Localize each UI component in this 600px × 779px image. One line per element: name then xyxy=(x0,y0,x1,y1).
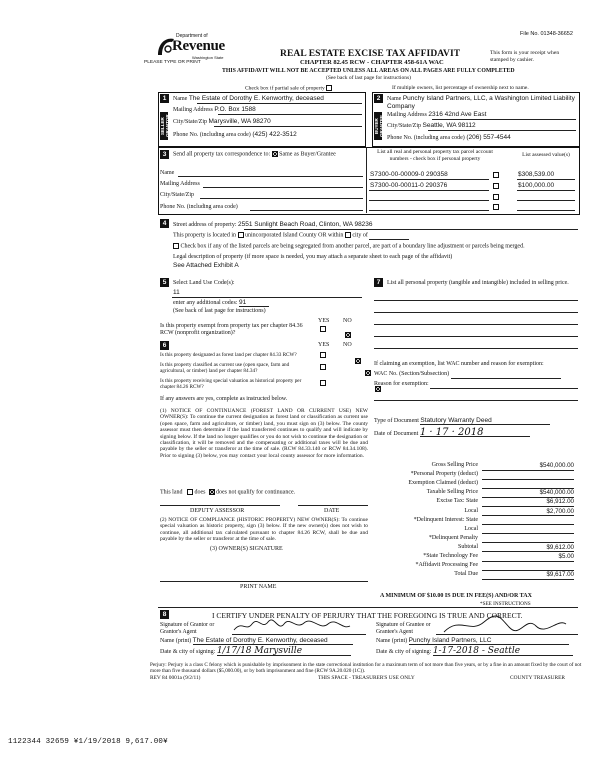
tax-row-label: *Personal Property (deduct) xyxy=(410,471,478,478)
grantee-date-row: Date & city of signing: 1-17-2018 - Seattle xyxy=(376,648,573,656)
personal-property-label: List all personal property (tangible and intangible) included in selling price. xyxy=(387,280,569,286)
parcel-2-value[interactable]: $100,000.00 xyxy=(518,182,555,189)
grantor-date-field[interactable]: 1/17/18 Marysville xyxy=(217,648,351,656)
dor-logo xyxy=(152,30,232,64)
exemption-claim-label: If claiming an exemption, list WAC number and reason for exemption: xyxy=(374,361,544,367)
cashier-stamp: 1122344 32659 ¥1/19/2018 9,617.00¥ xyxy=(8,738,168,746)
grantee-signature-icon xyxy=(440,614,570,636)
file-number: File No. 01348-36652 xyxy=(520,31,573,37)
tax-row-value[interactable] xyxy=(482,517,574,526)
current-use-question: Is this property classified as current use (open space, farm and agricultural, or timber) land per chapter 84.34? xyxy=(160,362,290,374)
tax-row-value[interactable] xyxy=(482,526,574,535)
seller-name-field[interactable]: The Estate of Dorothy E. Kenworthy, deceased xyxy=(188,95,324,102)
doc-type-field[interactable]: Statutory Warranty Deed xyxy=(420,417,550,425)
sec3-phone-label: Phone No. (including area code) xyxy=(160,204,238,210)
seller-phone-row: Phone No. (including area code) (425) 422-3512 xyxy=(173,131,297,138)
buyer-phone-row: Phone No. (including area code) (206) 557-4544 xyxy=(387,134,511,141)
historic-yes-checkbox[interactable] xyxy=(320,380,326,386)
print-name-line[interactable] xyxy=(160,581,368,582)
parcel-3-personal-checkbox[interactable] xyxy=(493,194,499,200)
tax-row-label: Excise Tax: State xyxy=(436,498,478,505)
tax-row-value[interactable]: $540,000.00 xyxy=(482,489,574,498)
exempt-yes-checkbox[interactable] xyxy=(320,326,326,332)
certify-statement: I CERTIFY UNDER PENALTY OF PERJURY THAT THE FOREGOING IS TRUE AND CORRECT. xyxy=(212,611,523,620)
segregated-row: Check box if any of the listed parcels are being segregated from another parcel, are part of a boundary line adjustment or parcels being merged. xyxy=(173,243,578,250)
tax-row-value[interactable]: $2,700.00 xyxy=(482,508,574,517)
wac-number-row: WAC No. (Section/Subsection) xyxy=(374,371,561,379)
legal-description-field[interactable]: See Attached Exhibit A xyxy=(173,262,239,269)
tax-row-value[interactable]: $9,617.00 xyxy=(482,571,574,580)
grantor-date-row: Date & city of signing: 1/17/18 Marysville xyxy=(160,648,351,656)
tax-row-label: Taxable Selling Price xyxy=(426,489,478,496)
owner-signature-label: (3) OWNER(S) SIGNATURE xyxy=(210,546,283,552)
section-8-badge: 8 xyxy=(160,610,169,619)
parcel-2-personal-checkbox[interactable] xyxy=(493,183,499,189)
tax-row-label: *Affidavit Processing Fee xyxy=(415,562,478,569)
assessed-header: List assessed value(s) xyxy=(522,152,570,158)
notice-of-continuance: (1) NOTICE OF CONTINUANCE (FOREST LAND OR CURRENT USE) NEW OWNER(S): To continue the current designation as forest land or classification as current use (open space, farm and agriculture, or timber) land, you must sign on (3) below. The county assessor must then determine if the land transferred continues to qualify and will indicate by signing below. If the land no longer qualifies or you do not wish to continue the designation or classification, it will be removed and the compensating or additional taxes will be due and payable by the seller or transferor at the time of sale. (RCW 84.33.140 or RCW 84.34.108). Prior to signing (3) below, you may contact your local county assessor for more information. xyxy=(160,408,368,459)
perjury-statement: Perjury: Perjury is a class C felony which is punishable by imprisonment in the state correctional institution for a maximum term of not more than five years, or by a fine in an amount fixed by the court of not more than five thousand dollars ($5,000.00), or by both imprisonment and fine (RCW 9A.20.020 (1C)). xyxy=(150,662,582,674)
parcel-2-number[interactable]: S7300-00-00011-0 290376 xyxy=(370,182,448,189)
buyer-phone-field[interactable]: (206) 557-4544 xyxy=(466,134,511,141)
forest-no-checkbox[interactable] xyxy=(355,358,361,364)
segregated-checkbox[interactable] xyxy=(173,243,179,249)
grantee-signature-label: Signature of Grantee or Grantee's Agent xyxy=(376,622,431,635)
seller-name-row: Name The Estate of Dorothy E. Kenworthy, deceased xyxy=(173,95,324,102)
doc-type-row: Type of Document Statutory Warranty Deed xyxy=(374,417,550,425)
parcels-header: List all real and personal property tax parcel account numbers - check box if personal property xyxy=(377,149,493,162)
minimum-note: A MINIMUM OF $10.00 IS DUE IN FEE(S) AND/OR TAX xyxy=(380,593,532,599)
tax-row-label: Total Due xyxy=(454,571,478,578)
grantee-name-row: Name (print) Punchy Island Partners, LLC xyxy=(376,637,569,645)
deputy-date-label: DATE xyxy=(324,508,340,514)
buyer-name-field[interactable]: Punchy Island Partners, LLC, a Washington Limited Liability Company xyxy=(387,95,575,110)
tax-row-label: *Delinquent Interest: State xyxy=(413,516,478,523)
additional-codes-row: enter any additional codes: 91 xyxy=(173,299,269,307)
deputy-signature-line[interactable] xyxy=(160,505,280,506)
current-use-no-checkbox[interactable] xyxy=(365,370,371,376)
grantor-name-row: Name (print) The Estate of Dorothy E. Kenworthy, deceased xyxy=(160,637,353,645)
tax-row-value[interactable] xyxy=(482,562,574,571)
tax-row-label: *Delinquent Penalty xyxy=(428,534,478,541)
county-treasurer-label: COUNTY TREASURER xyxy=(510,675,565,681)
send-correspondence-row: Send all property tax correspondence to: Same as Buyer/Grantee xyxy=(173,151,336,158)
grantor-signature-icon xyxy=(232,618,352,634)
form-title: REAL ESTATE EXCISE TAX AFFIDAVIT xyxy=(280,49,461,59)
same-as-buyer-checkbox[interactable] xyxy=(272,151,278,157)
land-use-label: Select Land Use Code(s): xyxy=(173,280,235,286)
tax-row-value[interactable]: $6,912.00 xyxy=(482,498,574,507)
tax-row-label: Exemption Claimed (deduct) xyxy=(408,480,478,487)
section-5-badge: 5 xyxy=(160,278,169,287)
tax-row-value[interactable]: $9,612.00 xyxy=(482,544,574,553)
if-yes-note: If any answers are yes, complete as instructed below. xyxy=(160,396,288,402)
land-use-field[interactable]: 11 xyxy=(173,289,180,296)
location-row: This property is located in unincorporated Island County OR within city of xyxy=(173,232,409,240)
deputy-date-line[interactable] xyxy=(298,505,368,506)
logo-state-text: Washington State xyxy=(192,55,224,60)
city-of-checkbox[interactable] xyxy=(345,232,351,238)
grantee-name-field[interactable]: Punchy Island Partners, LLC xyxy=(409,637,569,645)
forest-yes-checkbox[interactable] xyxy=(320,352,326,358)
receipt-note: This form is your receipt when stamped by cashier. xyxy=(490,50,560,63)
form-subtitle: CHAPTER 82.45 RCW - CHAPTER 458-61A WAC xyxy=(300,59,444,66)
see-instructions-note: *SEE INSTRUCTIONS xyxy=(480,601,531,607)
sec3-name-label: Name xyxy=(160,170,175,176)
buyer-mail-field[interactable]: 2316 42nd Ave East xyxy=(428,111,487,118)
sec3-city-label: City/State/Zip xyxy=(160,192,194,198)
section-2-badge: 2 xyxy=(374,94,383,103)
reason-row: Reason for exemption: xyxy=(374,381,429,387)
logo-dept-text: Department of xyxy=(176,33,208,39)
logo-name-text: Revenue xyxy=(172,38,225,54)
doc-date-field[interactable]: 1 · 17 · 2018 xyxy=(420,429,530,437)
parcel-1-number[interactable]: S7300-00-00009-0 290358 xyxy=(370,171,448,178)
multiple-owners-note: If multiple owners, list percentage of ownership next to name. xyxy=(392,85,529,91)
section-3-badge: 3 xyxy=(160,150,169,159)
does-not-checkbox[interactable] xyxy=(209,489,215,495)
yes-header-1: YES xyxy=(318,318,330,324)
street-address-row: Street address of property: 2551 Sunlight Beach Road, Clinton, WA 98236 xyxy=(173,221,373,228)
exempt-no-checkbox[interactable] xyxy=(345,332,351,338)
tax-row-value[interactable] xyxy=(482,471,574,480)
wac-number-field[interactable] xyxy=(451,371,561,379)
unincorporated-checkbox[interactable] xyxy=(238,232,244,238)
exempt-question: Is this property exempt from property tax per chapter 84.36 RCW (nonprofit organization)? xyxy=(160,323,303,336)
please-type-label: PLEASE TYPE OR PRINT xyxy=(144,60,201,65)
seller-phone-field[interactable]: (425) 422-3512 xyxy=(252,131,297,138)
buyer-mail-row: Mailing Address 2316 42nd Ave East xyxy=(387,111,487,118)
partial-sale-checkbox[interactable] xyxy=(326,85,332,91)
warning-text: THIS AFFIDAVIT WILL NOT BE ACCEPTED UNLESS ALL AREAS ON ALL PAGES ARE FULLY COMPLETED xyxy=(222,68,515,74)
tax-row-label: Local xyxy=(464,525,478,532)
buyer-name-row: Name Punchy Island Partners, LLC, a Washington Limited Liability Company xyxy=(387,95,575,110)
grantee-date-field[interactable]: 1-17-2018 - Seattle xyxy=(433,648,573,656)
tax-row-value[interactable] xyxy=(482,480,574,489)
parcel-1-value[interactable]: $308,539.00 xyxy=(518,171,555,178)
continuance-row: This land does does not qualify for continuance. xyxy=(160,489,296,496)
grantor-name-field[interactable]: The Estate of Dorothy E. Kenworthy, deceased xyxy=(193,637,353,645)
legal-description-label: Legal description of property (if more space is needed, you may attach a separate sheet to each page of the affidavit) xyxy=(173,254,453,260)
yes-header-2: YES xyxy=(318,342,330,348)
tax-row-label: *State Technology Fee xyxy=(423,553,478,559)
tax-row-value[interactable]: $540,000.00 xyxy=(482,462,574,471)
section-4-badge: 4 xyxy=(160,219,169,228)
tax-row-label: Gross Selling Price xyxy=(431,462,478,468)
no-header-2: NO xyxy=(343,342,352,348)
forest-question: Is this property designated as forest land per chapter 84.33 RCW? xyxy=(160,352,297,358)
parcel-4-personal-checkbox[interactable] xyxy=(493,204,499,210)
deputy-assessor-label: DEPUTY ASSESSOR xyxy=(190,508,245,514)
treasurer-use-label: THIS SPACE - TREASURER'S USE ONLY xyxy=(318,675,415,681)
seller-vertical-label: SELLER GRANTOR xyxy=(160,112,168,140)
tax-row-value[interactable]: $5.00 xyxy=(482,553,574,562)
additional-codes-field[interactable]: 91 xyxy=(239,299,269,307)
doc-date-row: Date of Document 1 · 17 · 2018 xyxy=(374,429,530,438)
grantor-signature-label: Signature of Grantor or Grantor's Agent xyxy=(160,622,215,635)
no-header-1: NO xyxy=(343,318,352,324)
current-use-yes-checkbox[interactable] xyxy=(320,364,326,370)
section-6-badge: 6 xyxy=(160,341,169,350)
seller-city-row: City/State/Zip Marysville, WA 98270 xyxy=(173,118,271,125)
buyer-city-field[interactable]: Seattle, WA 98112 xyxy=(422,122,476,129)
seller-mail-row: Mailing Address P.O. Box 1588 xyxy=(173,106,256,113)
seller-city-field[interactable]: Marysville, WA 98270 xyxy=(208,118,271,125)
seller-mail-field[interactable]: P.O. Box 1588 xyxy=(214,106,256,113)
section-1-badge: 1 xyxy=(160,94,169,103)
buyer-vertical-label: BUYER GRANTEE xyxy=(374,112,382,140)
tax-row-label: Local xyxy=(464,507,478,514)
partial-sale-label: Check box if partial sale of property xyxy=(245,85,332,92)
reason-field[interactable] xyxy=(430,388,578,389)
section-7-badge: 7 xyxy=(374,278,383,287)
rev-number: REV 84 0001a (9/2/11) xyxy=(150,675,201,681)
city-of-field[interactable] xyxy=(369,232,409,240)
print-name-label: PRINT NAME xyxy=(240,584,277,590)
does-checkbox[interactable] xyxy=(187,489,193,495)
sec3-mail-label: Mailing Address xyxy=(160,181,200,187)
notice-of-compliance: (2) NOTICE OF COMPLIANCE (HISTORIC PROPERTY) NEW OWNER(S): To continue special valuation as historic property, sign (3) below. If the new owner(s) does not wish to continue, all additional tax calculated pursuant to chapter 84.26 RCW, shall be due and payable by the seller or transferor at the time of sale. xyxy=(160,517,368,543)
buyer-city-row: City/State/Zip Seattle, WA 98112 xyxy=(387,122,476,129)
tax-row-value[interactable] xyxy=(482,535,574,544)
see-back-note: (See back of last page for instructions) xyxy=(326,75,411,81)
street-address-field[interactable]: 2551 Sunlight Beach Road, Clinton, WA 98236 xyxy=(237,221,373,228)
historic-question: Is this property receiving special valuation as historical property per chapter 84.26 RCW? xyxy=(160,378,302,390)
land-use-see-back: (See back of last page for instructions) xyxy=(173,308,266,314)
parcel-1-personal-checkbox[interactable] xyxy=(493,172,499,178)
tax-row-label: Subtotal xyxy=(457,543,478,550)
